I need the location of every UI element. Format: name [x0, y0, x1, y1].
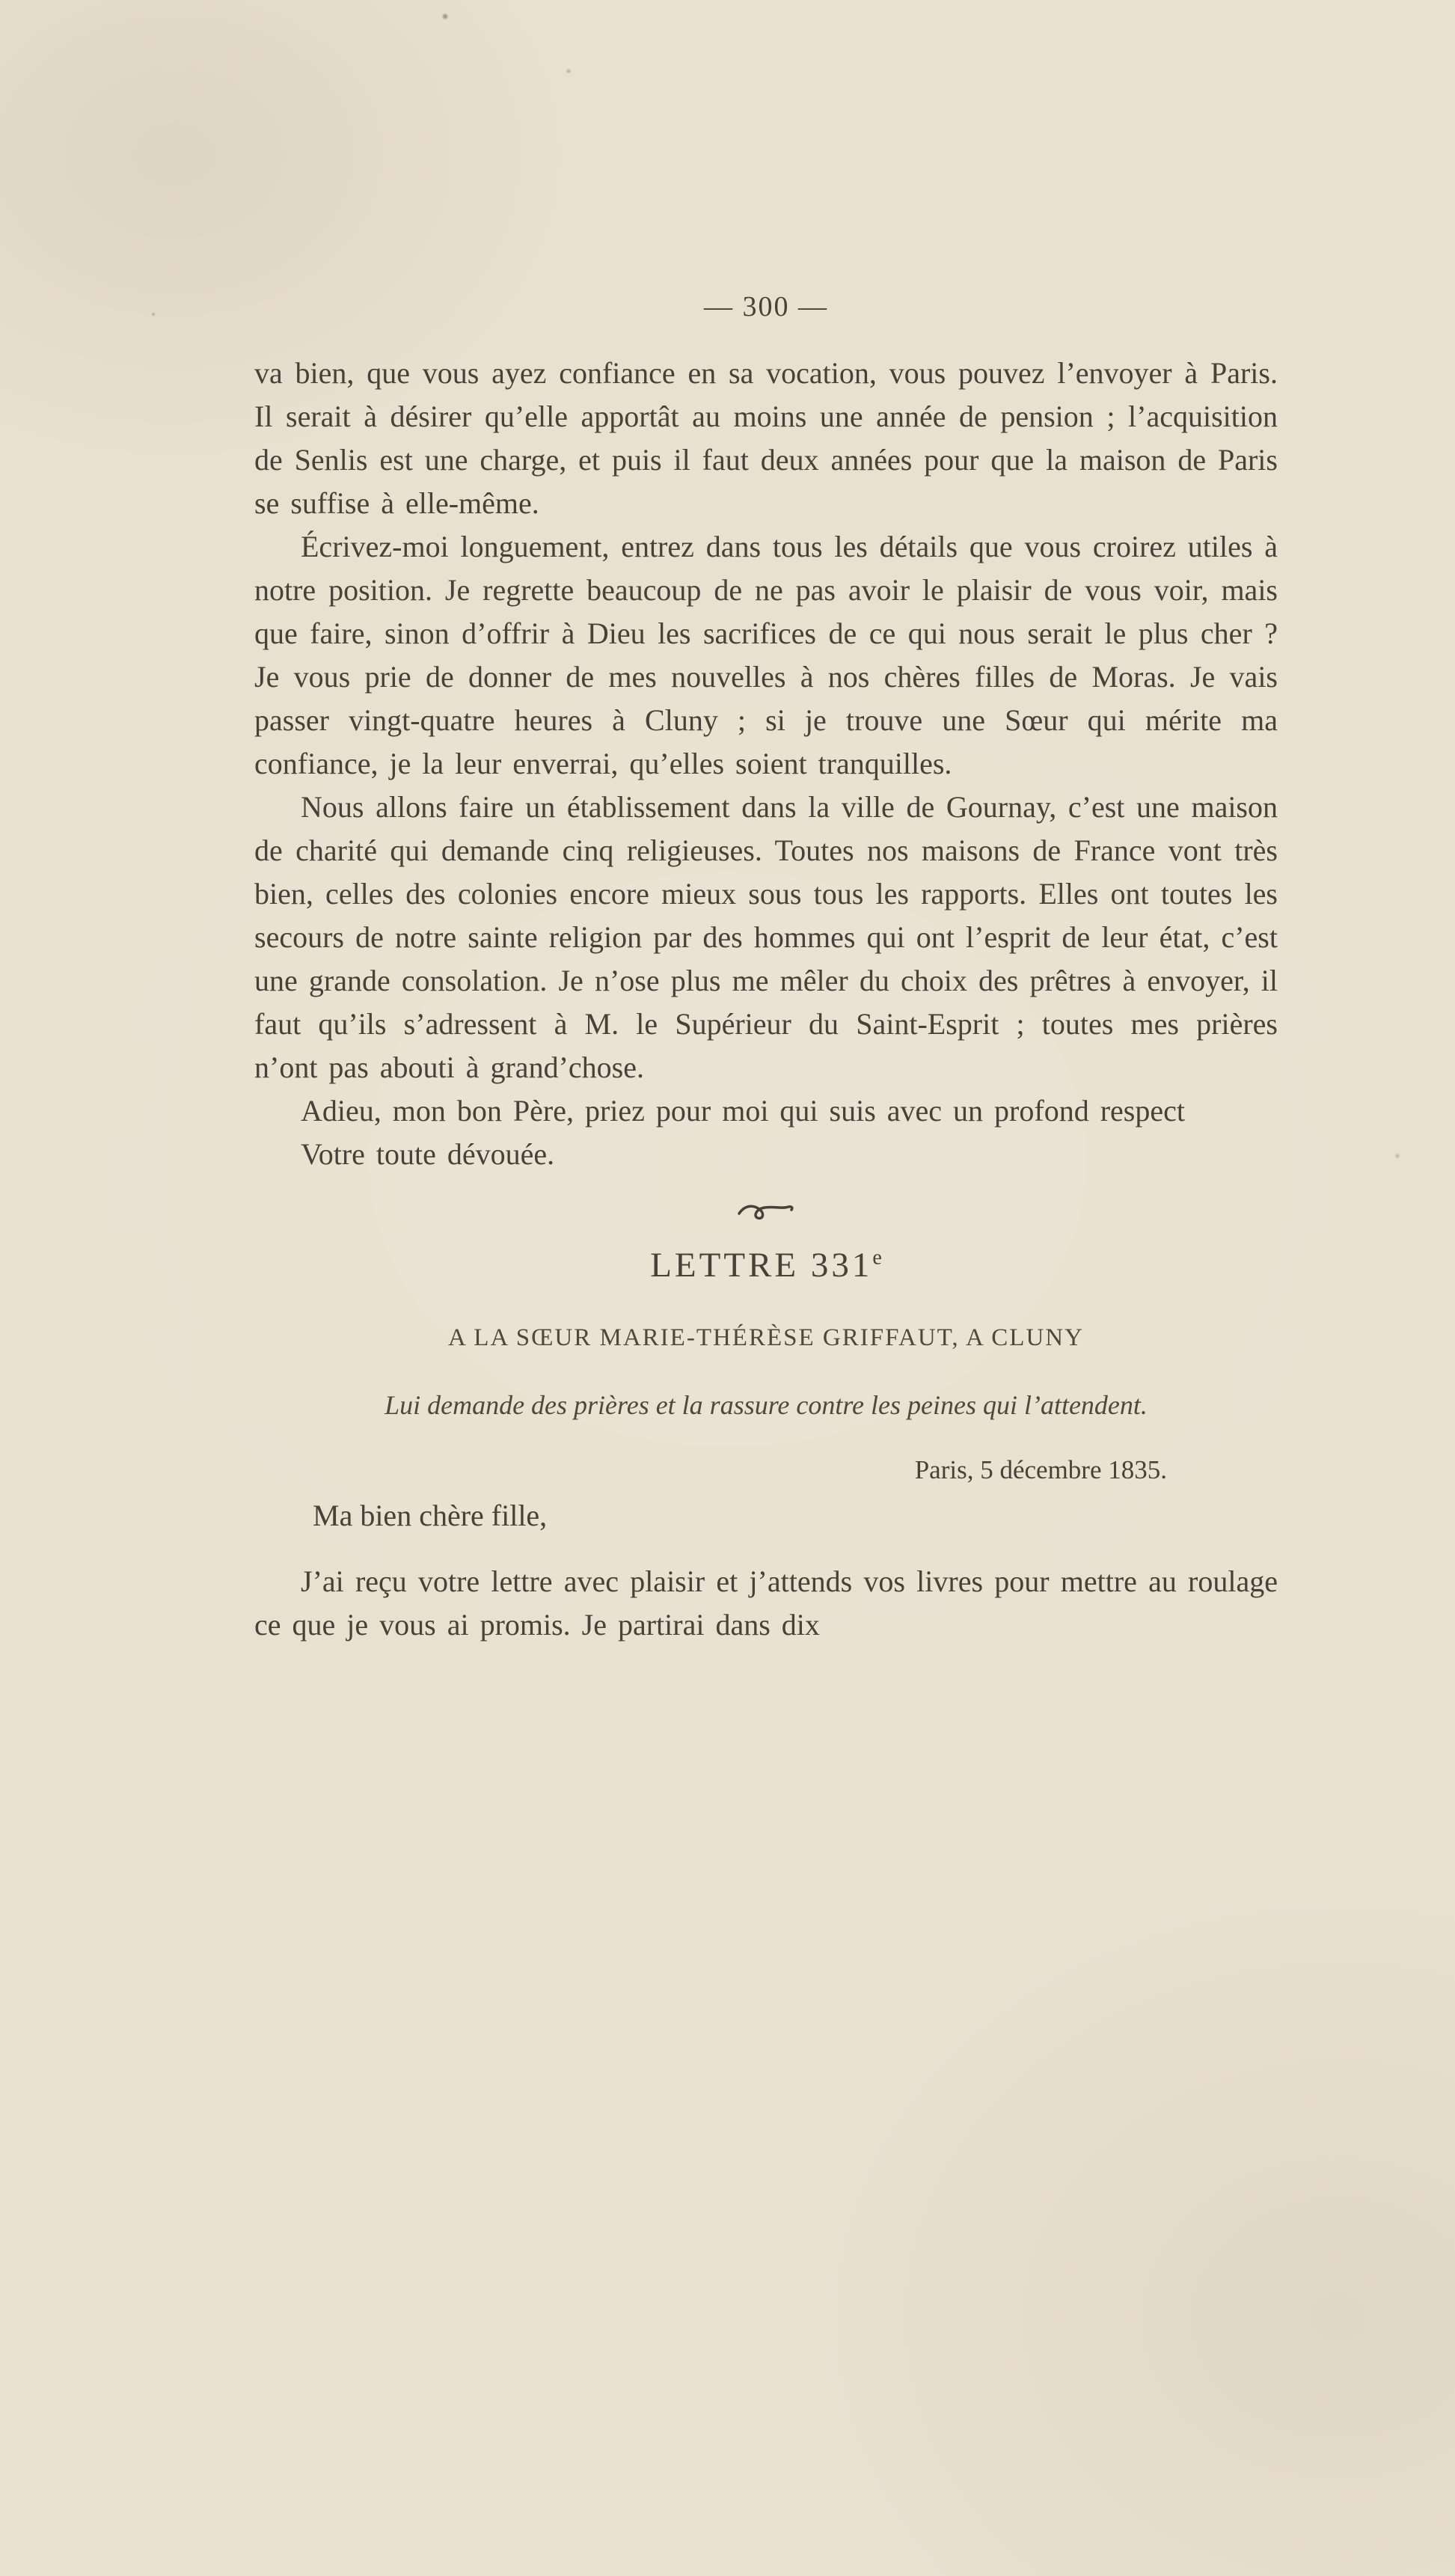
- paragraph: Écrivez-moi longuement, entrez dans tous les détails que vous croirez utiles à notre position. Je regrette beaucoup de ne pas avoir le plaisir de vous voir, mais que faire, sinon d’offrir à Dieu les sacrifices de ce qui nous serait le plus cher ? Je vous prie de donner de mes nouvelles à nos chères filles de Moras. Je vais passer vingt-quatre heures à Cluny ; si je trouve une Sœur qui mérite ma confiance, je la leur enverrai, qu’elles soient tranquilles.: [254, 530, 1278, 780]
- paragraph: Nous allons faire un établissement dans la ville de Gournay, c’est une maison de charité qui demande cinq religieuses. Toutes nos maisons de France vont très bien, celles des colonies encore mieux sous tous les rapports. Elles ont toutes les secours de notre sainte religion par des hommes qui ont l’esprit de leur état, c’est une grande consolation. Je n’ose plus me mêler du choix des prêtres à envoyer, il faut qu’ils s’adressent à M. le Supérieur du Saint-Esprit ; toutes mes prières n’ont pas abouti à grand’chose.: [254, 790, 1278, 1084]
- page-content: [254, 352, 1278, 1647]
- letter-heading-text: LETTRE 331: [650, 1246, 873, 1285]
- letter-signature: Votre toute dévouée.: [301, 1137, 555, 1171]
- fleuron-icon: [735, 1197, 797, 1227]
- paragraph: va bien, que vous ayez confiance en sa vocation, vous pouvez l’envoyer à Paris. Il serait à désirer qu’elle apportât au moins une année de pension ; l’acquisition de Senlis est une charge, et puis il faut deux années pour que la maison de Paris se suffise à elle-même.: [254, 356, 1278, 520]
- fleuron-ornament: [254, 1197, 1278, 1230]
- heading-superscript: e: [872, 1246, 882, 1270]
- letter-dateline: Paris, 5 décembre 1835.: [914, 1455, 1167, 1484]
- paragraph: Adieu, mon bon Père, priez pour moi qui suis avec un profond respect: [301, 1094, 1185, 1128]
- letter-addressee: A LA SŒUR MARIE-THÉRÈSE GRIFFAUT, A CLUNY: [448, 1324, 1084, 1351]
- paragraph: J’ai reçu votre lettre avec plaisir et j’attends vos livres pour mettre au roulage ce que je vous ai promis. Je partirai dans dix: [254, 1564, 1278, 1642]
- letter-heading: [254, 1245, 1278, 1285]
- letter-summary: Lui demande des prières et la rassure contre les peines qui l’attendent.: [385, 1390, 1148, 1420]
- letter-salutation: Ma bien chère fille,: [313, 1499, 548, 1532]
- page-number: — 300 —: [704, 291, 828, 322]
